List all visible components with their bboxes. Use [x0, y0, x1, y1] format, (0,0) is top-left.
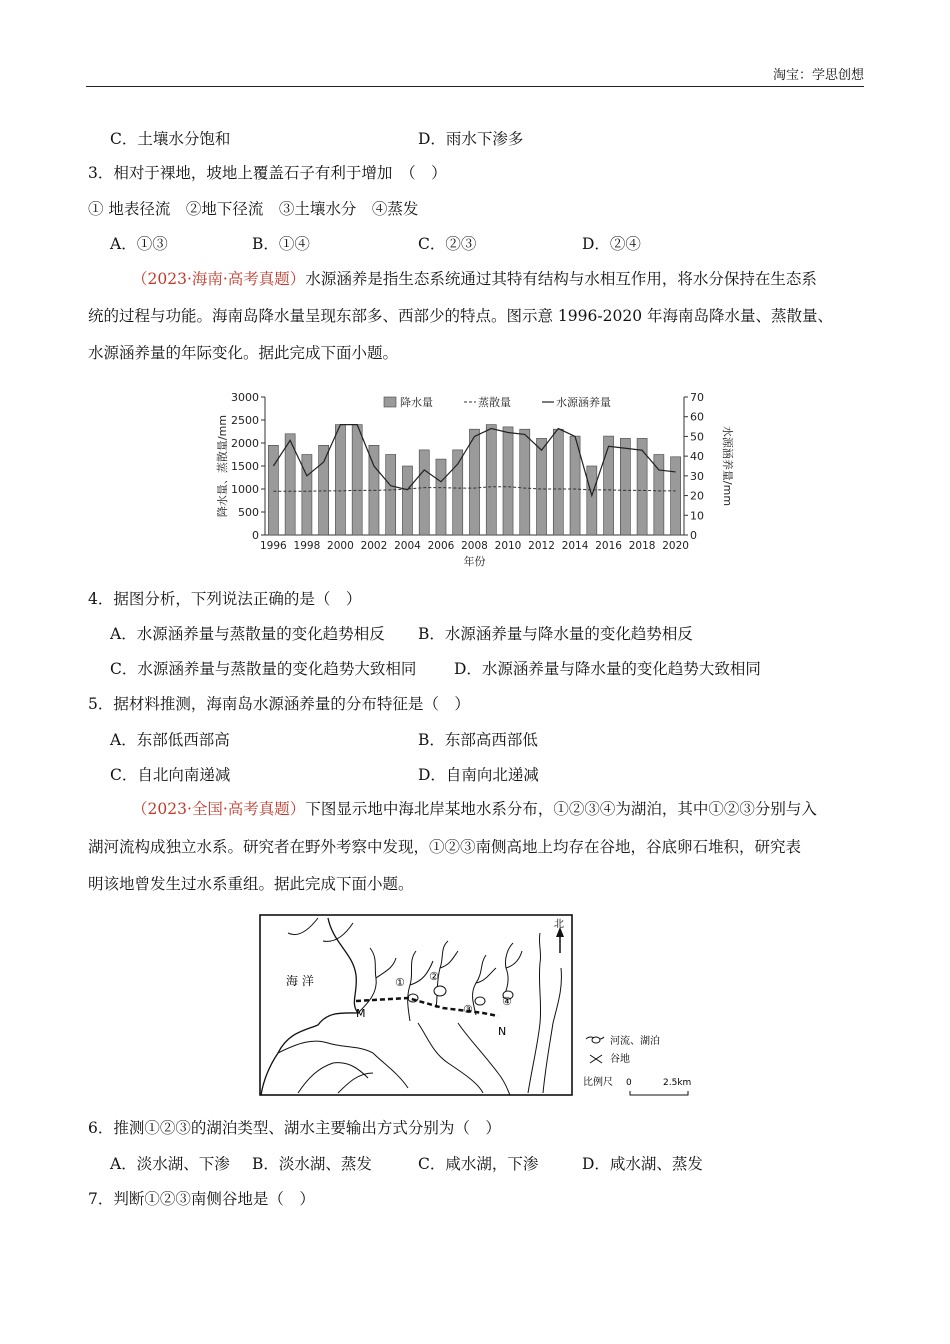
right-tick-label: 10 [690, 509, 704, 523]
q5-stem: 5．据材料推测，海南岛水源涵养量的分布特征是（ ） [88, 695, 470, 713]
q5-option-c: C．自北向南递减 [110, 766, 231, 784]
lake-label-4: ④ [502, 995, 512, 1008]
x-tick-label: 2018 [628, 540, 656, 552]
lake-1 [408, 994, 418, 1002]
left-tick-label: 0 [252, 529, 259, 542]
legend-lake-icon [592, 1037, 600, 1043]
q3-items: ① 地表径流 ②地下径流 ③土壤水分 ④蒸发 [88, 200, 419, 218]
q4-option-c: C．水源涵养量与蒸散量的变化趋势大致相同 [110, 660, 417, 678]
x-tick-label: 1998 [293, 540, 321, 552]
x-tick-label: 2008 [461, 540, 488, 552]
map-frame [260, 915, 572, 1095]
q3-option-c: C．②③ [418, 235, 477, 253]
q5-option-a: A．东部低西部高 [110, 731, 230, 749]
q2-option-d: D．雨水下渗多 [418, 130, 524, 148]
river-system-map [258, 913, 698, 1098]
passage2-line3: 明该地曾发生过水系重组。据此完成下面小题。 [88, 875, 414, 893]
precipitation-bar [268, 445, 278, 535]
precipitation-bar [520, 429, 530, 535]
passage1-line1 [132, 268, 817, 290]
precipitation-bar [469, 429, 479, 535]
left-tick-label: 1000 [231, 483, 259, 496]
lake-2 [434, 986, 446, 996]
page-header [86, 66, 864, 87]
precipitation-bar [335, 425, 345, 535]
x-tick-label: 2006 [427, 540, 455, 552]
right-tick-label: 20 [690, 489, 704, 503]
passage2-source: （2023·全国·高考真题） [132, 800, 306, 818]
point-n: N [498, 1025, 507, 1038]
lake-label-3: ③ [463, 1003, 473, 1016]
passage2-line1 [132, 798, 817, 820]
precipitation-bar [553, 429, 563, 535]
precipitation-bar [302, 455, 312, 536]
lake-label-1: ① [395, 976, 405, 989]
x-tick-label: 1996 [260, 540, 287, 552]
left-tick-label: 3000 [231, 391, 259, 404]
q2-option-c: C．土壤水分饱和 [110, 130, 231, 148]
q4-option-b: B．水源涵养量与降水量的变化趋势相反 [418, 625, 693, 643]
left-tick-label: 2500 [231, 414, 259, 427]
left-tick-label: 2000 [231, 437, 259, 450]
legend-valley-label: 谷地 [610, 1054, 630, 1065]
legend-water-conservation: 水源涵养量 [556, 396, 611, 409]
precipitation-bar [486, 425, 496, 535]
right-tick-label: 70 [690, 391, 704, 404]
precipitation-bar [319, 445, 329, 535]
passage1-text1: 水源涵养是指生态系统通过其特有结构与水相互作用，将水分保持在生态系 [305, 270, 817, 288]
right-tick-label: 0 [690, 529, 697, 542]
point-m: M [356, 1007, 366, 1020]
q3-option-b: B．①④ [252, 235, 310, 253]
passage1-source: （2023·海南·高考真题） [132, 270, 306, 288]
q4-option-a: A．水源涵养量与蒸散量的变化趋势相反 [110, 625, 385, 643]
legend-river-label: 河流、湖泊 [610, 1036, 660, 1047]
precipitation-bar [453, 450, 463, 535]
right-tick-label: 50 [690, 430, 704, 444]
precipitation-bar [419, 450, 429, 535]
precipitation-bar [402, 466, 412, 535]
left-axis-label: 降水量、蒸散量/mm [216, 414, 229, 518]
left-tick-label: 1500 [231, 460, 259, 473]
precipitation-bar [386, 455, 396, 536]
x-tick-label: 2010 [494, 540, 522, 552]
precipitation-bar [436, 459, 446, 535]
precipitation-bar [671, 457, 681, 535]
x-axis-label: 年份 [463, 555, 486, 568]
scale-label: 比例尺 [583, 1077, 613, 1088]
q6-option-b: B．淡水湖、蒸发 [252, 1155, 372, 1173]
legend-bar-swatch [384, 397, 396, 407]
precipitation-bar [637, 438, 647, 535]
sea-label: 海 洋 [286, 974, 314, 988]
scale-bar [630, 1091, 688, 1095]
passage1-line3: 水源涵养量的年际变化。据此完成下面小题。 [88, 344, 399, 362]
q3-stem: 3．相对于裸地，坡地上覆盖石子有利于增加 （ ） [88, 164, 447, 182]
precipitation-bar [604, 436, 614, 535]
q4-option-d: D．水源涵养量与降水量的变化趋势大致相同 [454, 660, 761, 678]
precipitation-bar [620, 438, 630, 535]
lake-3 [475, 997, 485, 1005]
right-tick-label: 30 [690, 469, 704, 483]
scale-zero: 0 [626, 1078, 632, 1088]
lake-label-2: ② [429, 970, 439, 983]
legend-precipitation: 降水量 [400, 396, 433, 409]
header-text: 淘宝：学思创想 [772, 68, 864, 83]
x-tick-label: 2012 [528, 540, 555, 552]
q7-stem: 7．判断①②③南侧谷地是（ ） [88, 1190, 315, 1208]
passage2-line2: 湖河流构成独立水系。研究者在野外考察中发现，①②③南侧高地上均存在谷地，谷底卵石堆积，研究表 [88, 838, 802, 856]
q3-option-d: D．②④ [582, 235, 641, 253]
scale-value: 2.5km [663, 1078, 692, 1088]
q5-option-b: B．东部高西部低 [418, 731, 538, 749]
precipitation-chart [212, 383, 732, 573]
x-tick-label: 2004 [394, 540, 421, 552]
x-tick-label: 2014 [561, 540, 589, 552]
right-tick-label: 60 [690, 410, 704, 424]
x-tick-label: 2000 [327, 540, 354, 552]
legend-evapotranspiration: 蒸散量 [478, 396, 511, 409]
q6-option-d: D．咸水湖、蒸发 [582, 1155, 703, 1173]
passage1-line2: 统的过程与功能。海南岛降水量呈现东部多、西部少的特点。图示意 1996-2020 年海南岛降水量、蒸散量、 [88, 307, 833, 325]
precipitation-bar [537, 438, 547, 535]
precipitation-bar [587, 466, 597, 535]
legend-valley-icon [590, 1055, 602, 1063]
q3-option-a: A．①③ [110, 235, 168, 253]
q4-stem: 4．据图分析，下列说法正确的是（ ） [88, 590, 362, 608]
q5-option-d: D．自南向北递减 [418, 766, 539, 784]
q6-option-c: C．咸水湖，下渗 [418, 1155, 539, 1173]
precipitation-bar [352, 425, 362, 535]
north-label: 北 [554, 919, 564, 930]
right-axis-label: 水源涵养量/mm [721, 425, 734, 507]
x-tick-label: 2016 [595, 540, 622, 552]
passage2-text1: 下图显示地中海北岸某地水系分布，①②③④为湖泊，其中①②③分别与入 [305, 800, 817, 818]
right-tick-label: 40 [690, 450, 704, 464]
x-tick-label: 2020 [662, 540, 689, 552]
q6-option-a: A．淡水湖、下渗 [110, 1155, 230, 1173]
q6-stem: 6．推测①②③的湖泊类型、湖水主要输出方式分别为（ ） [88, 1119, 501, 1137]
precipitation-bar [503, 427, 513, 535]
left-tick-label: 500 [238, 506, 259, 519]
x-tick-label: 2002 [360, 540, 388, 552]
